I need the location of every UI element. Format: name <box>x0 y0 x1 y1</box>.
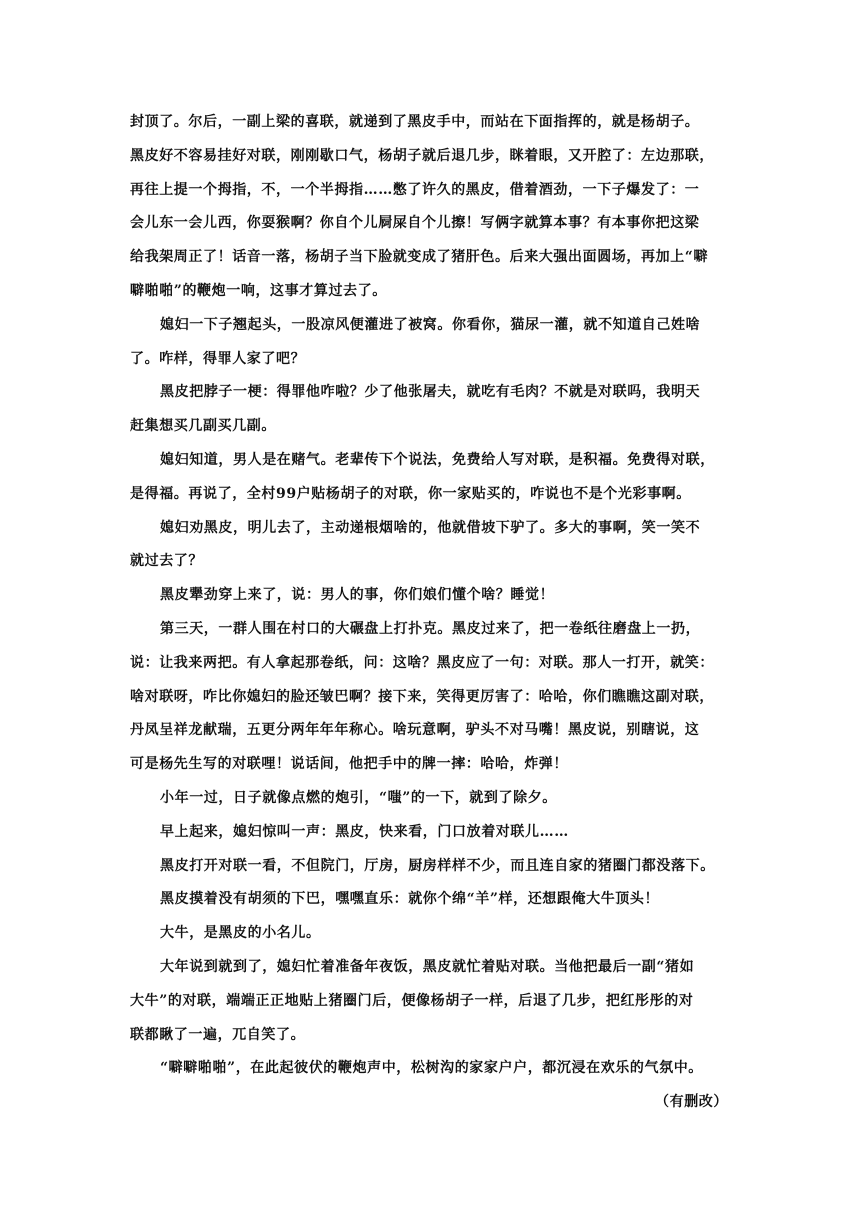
text-line: 了。咋样，得罪人家了吧？ <box>130 350 306 367</box>
text-line: 说：让我来两把。有人拿起那卷纸，问：这啥？黑皮应了一句：对联。那人一打开，就笑： <box>130 654 714 671</box>
text-line: 早上起来，媳妇惊叫一声：黑皮，快来看，门口放着对联儿…… <box>160 823 569 840</box>
text-line: 大牛，是黑皮的小名儿。 <box>160 925 321 942</box>
text-line: 可是杨先生写的对联哩！说话间，他把手中的牌一摔：哈哈，炸弹！ <box>130 756 568 773</box>
text-line: 小年一过，日子就像点燃的炮引，“嗤”的一下，就到了除夕。 <box>160 789 557 806</box>
text-line: 是得福。再说了，全村99户贴杨胡子的对联，你一家贴买的，咋说也不是个光彩事啊。 <box>130 485 691 502</box>
text-line: 媳妇劝黑皮，明儿去了，主动递根烟啥的，他就借坡下驴了。多大的事啊，笑一笑不 <box>160 519 701 536</box>
text-line: 媳妇知道，男人是在赌气。老辈传下个说法，免费给人写对联，是积福。免费得对联， <box>160 451 715 468</box>
text-line: 赶集想买几副买几副。 <box>130 418 276 435</box>
text-line: 封顶了。尔后，一副上梁的喜联，就递到了黑皮手中，而站在下面指挥的，就是杨胡子。 <box>130 114 700 130</box>
document-page <box>130 106 730 1120</box>
text-line: 黑皮摸着没有胡须的下巴，嘿嘿直乐：就你个绵“羊”样，还想跟俺大牛顶头！ <box>160 891 660 908</box>
text-line: 大年说到就到了，媳妇忙着准备年夜饭，黑皮就忙着贴对联。当他把最后一副“猪如 <box>160 958 695 975</box>
text-line: 媳妇一下子翘起头，一股凉风便灌进了被窝。你看你，猫尿一灌，就不知道自己姓啥 <box>160 316 701 333</box>
text-line: 黑皮好不容易挂好对联，刚刚歇口气，杨胡子就后退几步，眯着眼，又开腔了：左边那联， <box>130 147 714 164</box>
text-line: “噼噼啪啪”，在此起彼伏的鞭炮声中，松树沟的家家户户，都沉浸在欢乐的气氛中。 <box>160 1060 703 1077</box>
text-line: 啥对联呀，咋比你媳妇的脸还皱巴啊？接下来，笑得更厉害了：哈哈，你们瞧瞧这副对联， <box>130 688 714 705</box>
text-line: 噼啪啪”的鞭炮一响，这事才算过去了。 <box>130 282 387 299</box>
text-line: 黑皮打开对联一看，不但院门，厅房，厨房样样不少，而且连自家的猪圈门都没落下。 <box>160 857 715 874</box>
text-line: 丹凤呈祥龙献瑞，五更分两年年年称心。啥玩意啊，驴头不对马嘴！黑皮说，别瞎说，这 <box>130 722 700 739</box>
text-line: 就过去了？ <box>130 553 203 570</box>
text-line: 再往上提一个拇指，不，一个半拇指……憋了许久的黑皮，借着酒劲，一下子爆发了：一 <box>130 181 700 198</box>
text-line: 黑皮犟劲穿上来了，说：男人的事，你们娘们懂个啥？睡觉！ <box>160 587 555 604</box>
text-line: 会儿东一会儿西，你耍猴啊？你自个儿屙屎自个儿擦！写俩字就算本事？有本事你把这梁 <box>130 215 700 232</box>
text-line: 黑皮把脖子一梗：得罪他咋啦？少了他张屠夫，就吃有毛肉？不就是对联吗，我明天 <box>160 384 701 401</box>
text-line: 大牛”的对联，端端正正地贴上猪圈门后，便像杨胡子一样，后退了几步，把红彤彤的对 <box>130 992 694 1009</box>
text-line: 第三天，一群人围在村口的大碾盘上打扑克。黑皮过来了，把一卷纸往磨盘上一扔， <box>160 620 701 637</box>
text-line: 联都瞅了一遍，兀自笑了。 <box>130 1026 306 1043</box>
source-note: （有删改） <box>655 1094 728 1111</box>
text-line: 给我架周正了！话音一落，杨胡子当下脸就变成了猪肝色。后来大强出面圆场，再加上“噼 <box>130 249 709 266</box>
